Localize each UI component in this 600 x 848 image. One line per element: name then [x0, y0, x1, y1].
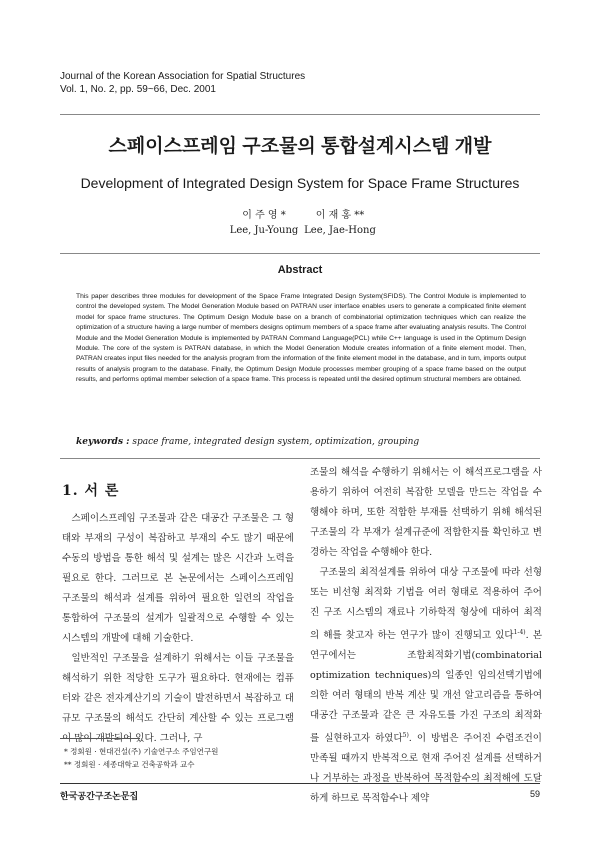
right-paragraph-2-part-1: 구조물의 최적설계를 위하여 대상 구조물에 따라 선형 또는 비선형 최적화 기법을 여러 형태로 적용하여 주어진 구조 시스템의 재료나 기하학적 형상에 대하여 최적의 해를 찾고자 하는 연구가 많이 진행되고 있다 [310, 567, 542, 642]
citation-1-4: 1-4) [513, 629, 526, 636]
journal-name: Journal of the Korean Association for Spatial Structures [60, 71, 306, 82]
author-2-name-en: Lee, Jae-Hong [304, 225, 376, 236]
journal-volume: Vol. 1, No. 2, pp. 59~66, Dec. 2001 [60, 84, 216, 95]
left-column [62, 509, 294, 749]
abstract-heading: Abstract [277, 264, 323, 276]
keywords [76, 437, 536, 447]
footer-journal-name: 한국공간구조논문집 [60, 791, 139, 801]
page-number: 59 [529, 789, 540, 799]
author-list [0, 208, 600, 242]
footnote-2: ** 정회원 · 세종대학교 건축공학과 교수 [64, 760, 195, 769]
abstract-divider [60, 253, 540, 254]
author-2-name-ko: 이 재 홍 ** [315, 210, 365, 221]
right-paragraph-2 [310, 563, 542, 809]
journal-header [60, 70, 305, 96]
author-1-name-ko: 이 주 영 * [242, 210, 286, 221]
author-2 [280, 208, 400, 238]
keywords-text: space frame, integrated design system, optimization, grouping [132, 437, 420, 447]
left-paragraph-1: 스페이스프레임 구조물과 같은 대공간 구조물은 그 형태와 부재의 구성이 복잡하고 부재의 수도 많기 때문에 수동의 방법을 통한 해석 및 설계는 많은 시간과 노력을 필요로 한다. 그러므로 본 논문에서는 스페이스프레임 구조물의 해석과 설계를 위하여 필요한 일련의 작업을 통합하여 구조물의 설계가 일괄적으로 수행할 수 있는 시스템의 개발에 대해 기술한다. [62, 513, 294, 644]
right-paragraph-1: 조물의 해석을 수행하기 위해서는 이 해석프로그램을 사용하기 위하여 여전히 복잡한 모델을 만드는 작업을 수행해야 하며, 또한 적합한 부재를 선택하기 위해 해석된 구조물의 각 부재가 설계규준에 적합한지를 확인하고 변경하는 작업을 수행해야 한다. [310, 467, 542, 558]
header-divider [60, 114, 540, 115]
left-paragraph-2: 일반적인 구조물을 설계하기 위해서는 이들 구조물을 해석하기 위한 적당한 도구가 필요하다. 현재에는 컴퓨터와 같은 전자계산기의 기술이 발전하면서 복잡하고 대규모 구조물의 해석도 간단히 계산할 수 있는 프로그램이 많이 개발되어 있다. 그러나, 구 [62, 653, 294, 744]
body-divider [60, 458, 540, 459]
right-paragraph-2-part-2: . 본 연구에서는 조합최적화기법(combinatorial optimization techniques)의 일종인 임의선택기법에 의한 여러 형태의 반복 계산 및 개선 알고리즘을 통하여 대공간 구조물과 같은 큰 자유도를 가진 구조의 최적화를 실현하고자 하였다 [310, 630, 542, 745]
title-korean: 스페이스프레임 구조물의 통합설계시스템 개발 [108, 136, 492, 157]
right-column [310, 463, 542, 809]
citation-5: 5) [402, 732, 409, 740]
abstract-text: This paper describes three modules for development of the Space Frame Integrated Design System(SFIDS). The Control Module is implemented to control the developed system. The Model Generation Module based on PATRAN user interface enables users to generate a complicated finite element model for space frame structures. The Optimum Design Module base on a branch of combinatorial optimization techniques which can realize the optimization of a structure having a large number of members designs optimum members of a space frame after evaluating analysis results. The Control Module and the Model Generation Module is implemented by PATRAN Command Language(PCL) while C++ language is used in the Optimum Design Module. The core of the system is PATRAN database, in which the Model Generation Module creates information of a finite element model. Then, PATRAN creates input files needed for the analysis program from the information of the finite element model in the database, and in turn, imports output results of analysis program to the database. Finally, the Optimum Design Module processes member grouping of a space frame based on the output results, and performs optimal member selection of a space frame. This process is repeated until the desired optimum structural members are obtained. [76, 293, 526, 384]
author-1-name-en: Lee, Ju-Young [229, 225, 299, 236]
right-paragraph-2-part-3: . 이 방법은 주어진 수렴조건이 만족될 때까지 반복적으로 현재 주어진 설계를 선택하거나 거부하는 과정을 반복하여 목적함수의 최적해에 도달하게 하므로 목적함수나 제약 [310, 733, 542, 805]
footnote-divider [60, 738, 140, 739]
title-english: Development of Integrated Design System for Space Frame Structures [80, 175, 520, 191]
section-heading-intro: 1. 서 론 [62, 483, 120, 499]
keywords-label: keywords : [76, 437, 130, 447]
footer-divider [60, 783, 540, 784]
footnote-1: * 정회원 · 현대건설(주) 기술연구소 주임연구원 [64, 747, 219, 756]
